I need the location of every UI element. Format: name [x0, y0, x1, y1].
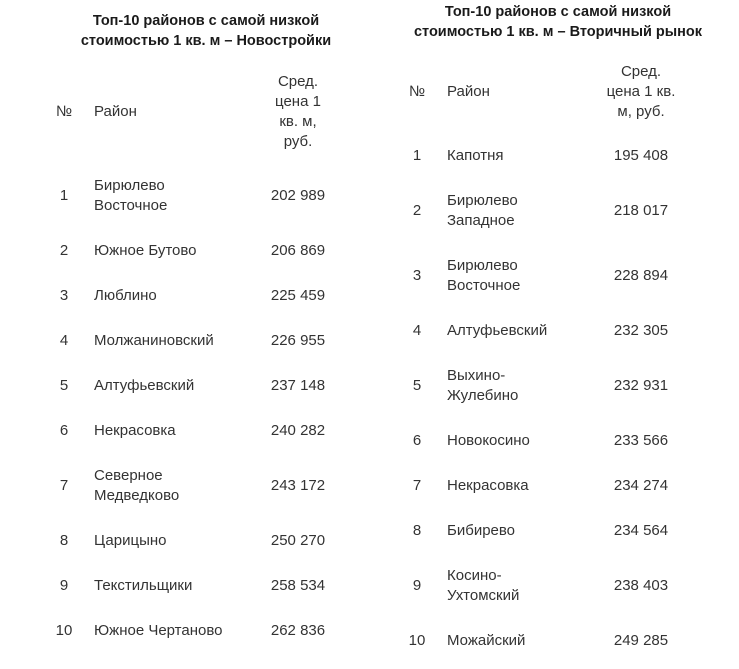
row-district: Капотня: [447, 147, 504, 164]
row-price: 240 282: [270, 422, 326, 439]
row-price: 243 172: [270, 477, 326, 494]
row-number: 5: [412, 377, 422, 394]
header-num: №: [55, 103, 73, 120]
row-price: 206 869: [270, 242, 326, 259]
row-number: 5: [59, 377, 69, 394]
row-district: Выхино- Жулебино: [447, 367, 519, 404]
row-district: Некрасовка: [94, 422, 176, 439]
header-price: Сред. цена 1 кв. м, руб.: [275, 73, 321, 150]
row-number: 10: [55, 622, 73, 639]
row-price: 232 931: [613, 377, 669, 394]
row-district: Текстильщики: [94, 577, 193, 594]
header-price: Сред. цена 1 кв. м, руб.: [606, 63, 676, 120]
row-number: 8: [412, 522, 422, 539]
row-number: 9: [412, 577, 422, 594]
row-district: Северное Медведково: [94, 467, 180, 504]
row-district: Бибирево: [447, 522, 516, 539]
row-number: 3: [412, 267, 422, 284]
row-number: 4: [59, 332, 69, 349]
row-number: 2: [412, 202, 422, 219]
row-price: 225 459: [270, 287, 326, 304]
row-price: 258 534: [270, 577, 326, 594]
row-district: Бирюлево Западное: [447, 192, 518, 229]
row-district: Южное Чертаново: [94, 622, 223, 639]
row-price: 228 894: [613, 267, 669, 284]
row-district: Южное Бутово: [94, 242, 197, 259]
row-price: 238 403: [613, 577, 669, 594]
row-number: 10: [408, 632, 426, 649]
row-number: 6: [59, 422, 69, 439]
row-price: 237 148: [270, 377, 326, 394]
row-district: Бирюлево Восточное: [94, 177, 168, 214]
row-district: Люблино: [94, 287, 157, 304]
header-num: №: [408, 83, 426, 100]
row-number: 8: [59, 532, 69, 549]
row-district: Алтуфьевский: [447, 322, 548, 339]
row-number: 7: [59, 477, 69, 494]
row-price: 218 017: [613, 202, 669, 219]
row-number: 4: [412, 322, 422, 339]
row-price: 226 955: [270, 332, 326, 349]
row-district: Некрасовка: [447, 477, 529, 494]
row-district: Бирюлево Восточное: [447, 257, 521, 294]
row-price: 195 408: [613, 147, 669, 164]
row-district: Молжаниновский: [94, 332, 214, 349]
header-district: Район: [447, 83, 490, 100]
right-table-title: Топ-10 районов с самой низкой стоимостью 1 кв. м – Вторичный рынок: [413, 4, 703, 40]
header-district: Район: [94, 103, 137, 120]
row-price: 232 305: [613, 322, 669, 339]
row-number: 2: [59, 242, 69, 259]
row-number: 1: [59, 187, 69, 204]
row-district: Царицыно: [94, 532, 167, 549]
row-district: Алтуфьевский: [94, 377, 195, 394]
row-number: 3: [59, 287, 69, 304]
row-price: 234 274: [613, 477, 669, 494]
row-price: 262 836: [270, 622, 326, 639]
left-table-title: Топ-10 районов с самой низкой стоимостью 1 кв. м – Новостройки: [80, 13, 332, 49]
row-district: Можайский: [447, 632, 526, 649]
row-district: Новокосино: [447, 432, 530, 449]
row-price: 234 564: [613, 522, 669, 539]
row-number: 6: [412, 432, 422, 449]
row-price: 202 989: [270, 187, 326, 204]
row-number: 1: [412, 147, 422, 164]
row-number: 7: [412, 477, 422, 494]
row-district: Косино- Ухтомский: [447, 567, 520, 604]
row-price: 250 270: [270, 532, 326, 549]
row-number: 9: [59, 577, 69, 594]
row-price: 249 285: [613, 632, 669, 649]
row-price: 233 566: [613, 432, 669, 449]
